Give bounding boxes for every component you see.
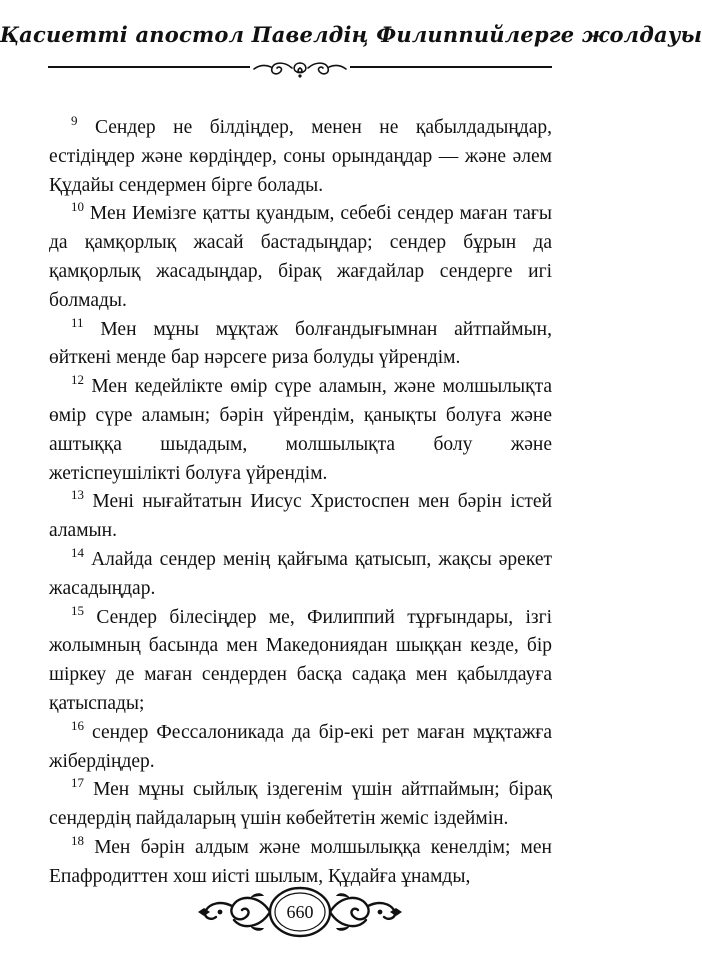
verse-text: Алайда сендер менің қайғыма қатысып, жақсы әрекет жасадыңдар. xyxy=(49,548,552,599)
verse-list xyxy=(49,114,552,892)
verse-17 xyxy=(49,776,552,834)
verse-text: Мен мұны мұқтаж болғандығымнан айтпаймын, өйткені менде бар нәрсеге риза болуды үйрендім. xyxy=(49,318,552,369)
verse-number: 12 xyxy=(71,372,84,388)
verse-text: Мен бәрін алдым және молшылыққа кенелдім; мен Епафродиттен хош иісті шылым, Құдайға ұнамды, xyxy=(49,836,552,887)
verse-11 xyxy=(49,316,552,374)
verse-text: Мен Иемізге қатты қуандым, себебі сендер маған тағы да қамқорлық жасай бастадыңдар; сендер бұрын да қамқорлық жасадыңдар, бірақ жағдайлар сендерге игі болмады. xyxy=(49,203,552,311)
verse-number: 18 xyxy=(71,832,84,848)
verse-number: 9 xyxy=(71,113,78,128)
verse-9 xyxy=(49,114,552,200)
verse-16 xyxy=(49,719,552,777)
verse-number: 14 xyxy=(71,544,84,560)
verse-10 xyxy=(49,200,552,315)
verse-text: Мен мұны сыйлық іздегенім үшін айтпаймын; бірақ сендердің пайдаларың үшін көбейтетін жеміс іздеймін. xyxy=(49,779,552,830)
verse-text: Мен кедейлікте өмір сүре аламын, және молшылықта өмір сүре аламын; бәрін үйрендім, қанықты болуға және аштыққа шыдадым, молшылықта болу және жетіспеушілікті болуға үйрендім. xyxy=(49,376,552,484)
verse-14 xyxy=(49,546,552,604)
running-header-title: Қасиетті апостол Павелдің Филиппийлерге жолдауы xyxy=(0,22,702,47)
verse-number: 15 xyxy=(71,602,84,618)
verse-number: 13 xyxy=(71,487,84,503)
verse-18 xyxy=(49,834,552,892)
verse-number: 11 xyxy=(71,314,84,330)
verse-text: Сендер білесіңдер ме, Филиппий тұрғындары, ізгі жолымның басында мен Македониядан шыққан кезде, бір шіркеу де маған сендерден басқа садақа мен қабылдауға қатыспады; xyxy=(49,606,552,714)
header-ornament-icon xyxy=(250,58,350,80)
verse-text: Сендер не білдіңдер, менен не қабылдадыңдар, естідіңдер және көрдіңдер, соны орындаңдар — және әлем Құдайы сендермен бірге болады. xyxy=(49,117,552,196)
verse-number: 10 xyxy=(71,199,84,215)
page-number: 660 xyxy=(286,902,314,922)
verse-12 xyxy=(49,373,552,488)
verse-13 xyxy=(49,488,552,546)
verse-text: Мені нығайтатын Иисус Христоспен мен бәрін істей аламын. xyxy=(49,491,552,542)
verse-number: 17 xyxy=(71,775,84,791)
verse-text: сендер Фессалоникада да бір-екі рет маған мұқтажға жібердіңдер. xyxy=(49,721,552,772)
verse-number: 16 xyxy=(71,717,84,733)
verse-15 xyxy=(49,604,552,719)
